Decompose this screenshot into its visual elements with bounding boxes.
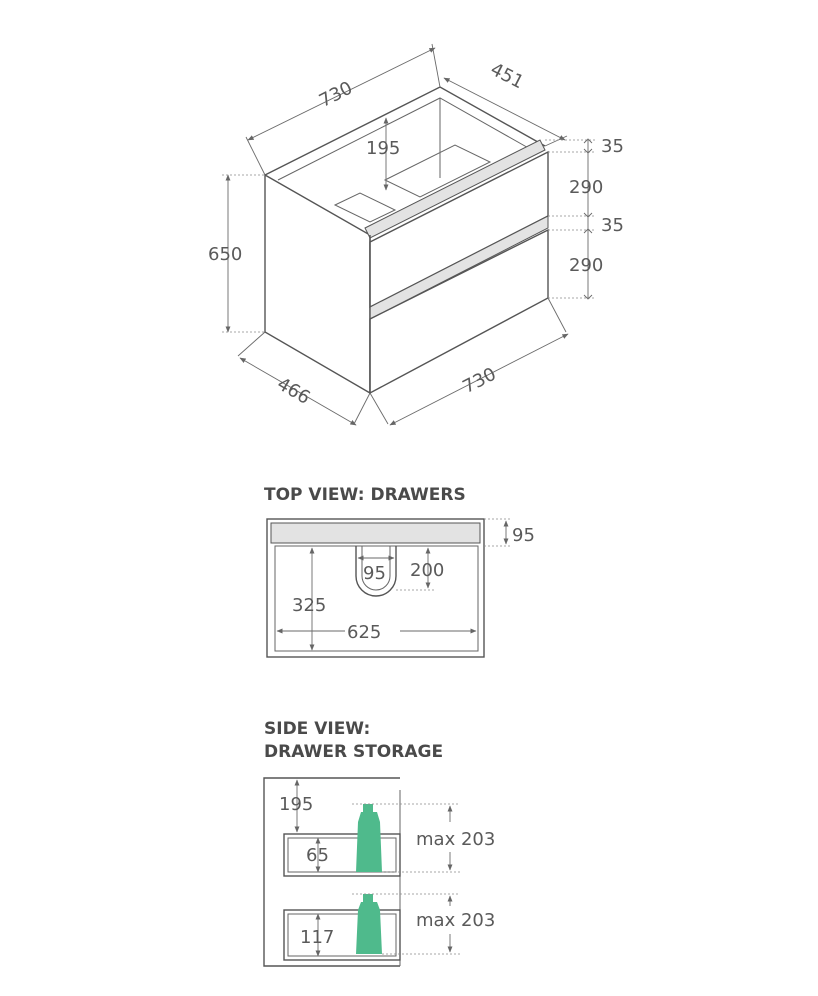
ext-line [238, 332, 265, 356]
side-view-title-line2: DRAWER STORAGE [264, 742, 444, 762]
top-view-title: TOP VIEW: DRAWERS [264, 485, 466, 505]
ext-line [246, 137, 265, 175]
side-view-upper-max-label: max 203 [416, 829, 496, 850]
side-view-upper-drawer-label: 65 [306, 845, 329, 866]
iso-inner-depth-label: 195 [366, 138, 401, 159]
top-view-drawer-depth-label: 325 [292, 595, 327, 616]
iso-drawer2-label: 290 [569, 255, 604, 276]
top-view-drawing [267, 519, 512, 657]
iso-depth-top-label: 451 [486, 58, 528, 94]
side-view-title-line1: SIDE VIEW: [264, 719, 371, 739]
top-view-rail-label: 95 [512, 525, 535, 546]
ext-line [545, 136, 567, 146]
iso-drawer1-label: 290 [569, 177, 604, 198]
iso-mid-rail-label: 35 [601, 215, 624, 236]
iso-depth-bottom-label: 466 [273, 373, 314, 409]
upper-drawer-box [284, 834, 400, 876]
top-view-cutout-depth-label: 200 [410, 560, 445, 581]
side-view-lower-drawer-label: 117 [300, 927, 335, 948]
top-view-cutout-width-label: 95 [363, 563, 386, 584]
side-view-top-gap-label: 195 [279, 794, 314, 815]
cabinet-left-side [265, 175, 370, 393]
top-view-drawer-width-label: 625 [347, 622, 382, 643]
iso-width-bottom-label: 730 [459, 363, 500, 398]
dim-line-depth-top [444, 78, 565, 140]
isometric-cabinet [265, 87, 548, 393]
iso-height-label: 650 [208, 244, 243, 265]
bottle-icon [356, 804, 382, 872]
ext-line [370, 393, 388, 424]
bottle-icon [356, 894, 382, 954]
ext-line [548, 298, 566, 332]
iso-width-top-label: 730 [315, 77, 357, 112]
ext-line [432, 44, 440, 87]
ext-line [354, 393, 370, 424]
top-view-rail [271, 523, 480, 543]
iso-top-rail-label: 35 [601, 136, 624, 157]
side-view-lower-max-label: max 203 [416, 910, 496, 931]
